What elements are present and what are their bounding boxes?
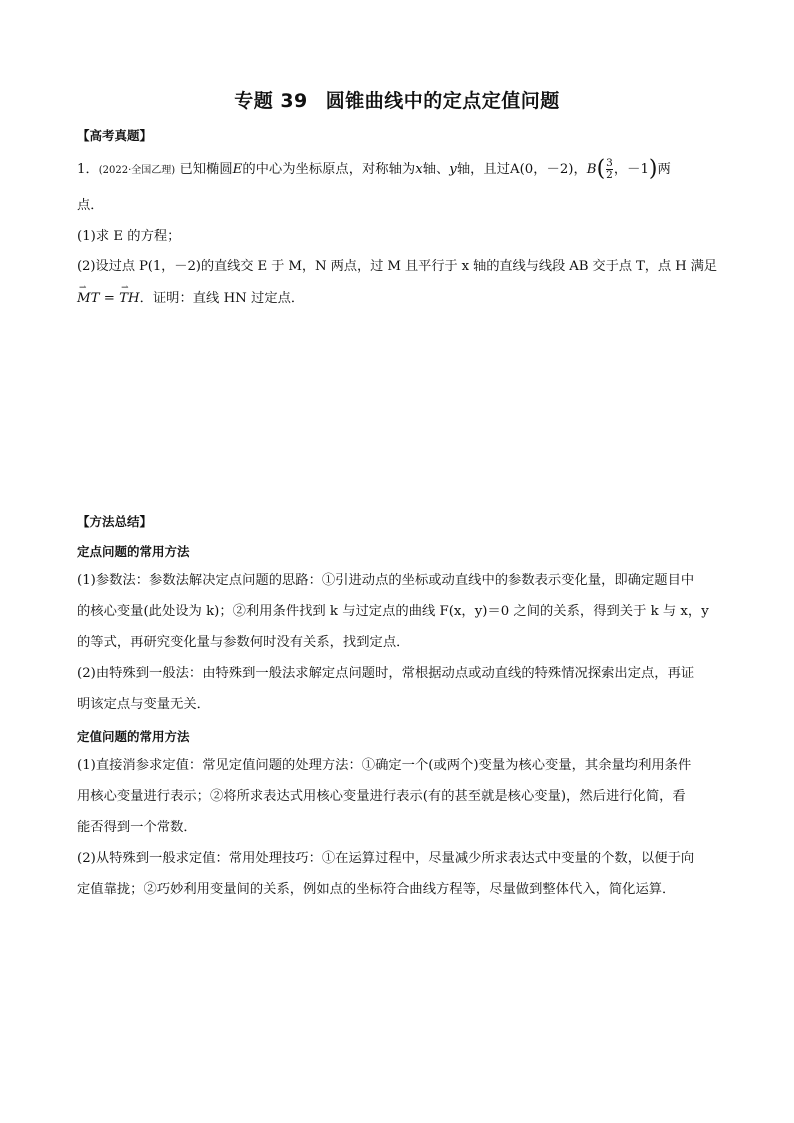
page-title [0,86,794,113]
problem-part-1: (1)求 E 的方程； [77,229,181,244]
fraction-numerator: 3 [606,157,613,169]
method-p1-line-1: (1)参数法：参数法解决定点问题的思路：①引进动点的坐标或动直线中的参数表示变化量，即确定题目中 [77,573,695,588]
method-p2-line-2: 明该定点与变量无关． [77,697,210,712]
method-heading-fixed-value: 定值问题的常用方法 [77,729,190,744]
point-A: A(0，－2)， [510,162,587,177]
problem-text: 轴、 [422,162,450,177]
problem-part-2-line-1: (2)设过点 P(1，－2)的直线交 E 于 M，N 两点，过 M 且平行于 x 轴的直线与线段 AB 交于点 T，点 H 满足 [77,259,717,274]
fraction-denominator: 2 [606,169,613,181]
problem-text: 轴，且过 [456,162,510,177]
var-x: x [415,162,423,177]
vector-MT: ⇀ MT [77,290,99,308]
method-p4-line-1: (2)从特殊到一般求定值：常用处理技巧：①在运算过程中，尽量减少所求表达式中变量的个数，以便于向 [77,851,695,866]
method-p3-line-2: 用核心变量进行表示；②将所求表达式用核心变量进行表示(有的甚至就是核心变量)，然后进行化简，看 [77,789,686,804]
method-p3-line-1: (1)直接消参求定值：常见定值问题的处理方法：①确定一个(或两个)变量为核心变量，其余量均利用条件 [77,758,692,773]
point-B-label: B [586,162,597,177]
problem-text: ．证明：直线 HN 过定点． [139,291,305,306]
problem-source: (2022·全国乙理) [98,165,176,176]
method-p3-line-3: 能否得到一个常数． [77,820,197,835]
method-p1-line-2: 的核心变量(此处设为 k)；②利用条件找到 k 与过定点的曲线 F(x，y)＝0 之间的关系，得到关于 k 与 x，y [77,604,709,619]
method-p4-line-2: 定值靠拢；②巧妙利用变量间的关系，例如点的坐标符合曲线方程等，尽量做到整体代入，简化运算． [77,882,676,897]
point-B-tail: ，－1 [613,162,649,177]
method-p2-line-1: (2)由特殊到一般法：由特殊到一般法求解定点问题时，常根据动点或动直线的特殊情况探索出定点，再证 [77,666,695,681]
problem-part-2-line-2: ⇀ MT = ⇀ TH．证明：直线 HN 过定点． [77,290,717,308]
topic-number: 专题 39 [234,90,308,112]
paren-open: ( [596,156,606,182]
problem-line-2: 点． [77,198,104,213]
method-heading-fixed-point: 定点问题的常用方法 [77,544,190,559]
section-method-heading: 【方法总结】 [77,514,153,529]
problem-line-1 [77,158,717,181]
problem-text: 两 [657,162,671,177]
section-exam-heading: 【高考真题】 [77,128,153,143]
problem-text: 已知椭圆 [179,162,233,177]
problem-number: 1． [77,162,99,177]
method-p1-line-3: 的等式，再研究变化量与参数何时没有关系，找到定点． [77,635,410,650]
vector-TH: ⇀ TH [119,290,139,308]
fraction [606,158,613,181]
problem-text: 的中心为坐标原点，对称轴为 [242,162,416,177]
paren-close: ) [648,156,658,182]
var-E: E [232,162,243,177]
var-y: y [449,162,457,177]
topic-title: 圆锥曲线中的定点定值问题 [325,90,560,112]
